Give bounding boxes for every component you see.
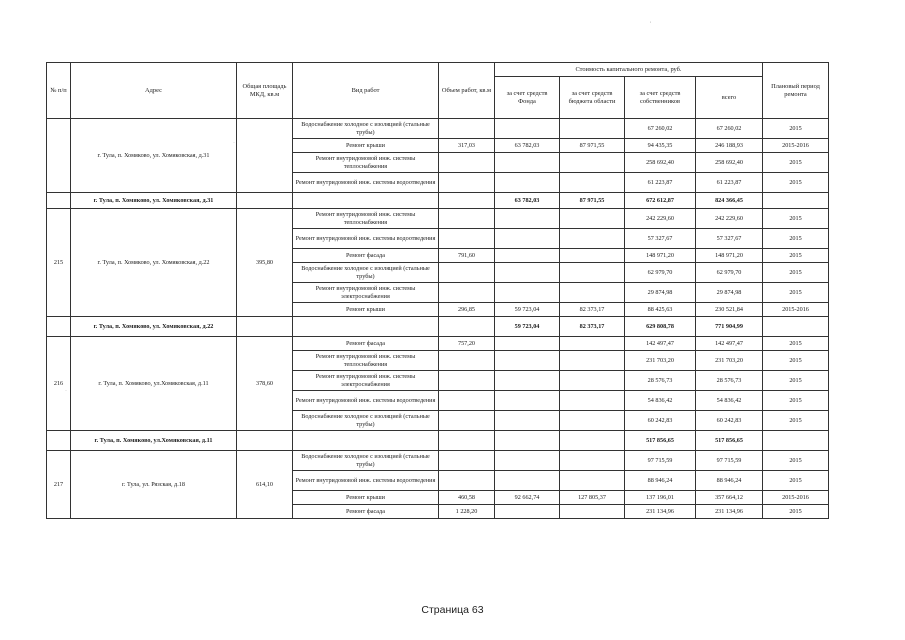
row-area: 378,60: [237, 337, 293, 431]
row-owners: 61 223,87: [625, 173, 696, 193]
row-period: 2015: [763, 471, 829, 491]
row-budget: [560, 249, 625, 263]
row-number: 217: [47, 451, 71, 519]
row-total: 357 664,12: [696, 491, 763, 505]
row-total: 67 260,02: [696, 119, 763, 139]
row-budget: [560, 119, 625, 139]
row-budget: [560, 153, 625, 173]
row-owners: 97 715,59: [625, 451, 696, 471]
row-period: 2015: [763, 249, 829, 263]
subtotal-total: 517 856,65: [696, 431, 763, 451]
header-cost-group: Стоимость капитального ремонта, руб.: [495, 63, 763, 77]
row-period: 2015: [763, 173, 829, 193]
subtotal-fund: [495, 431, 560, 451]
row-owners: 60 242,83: [625, 411, 696, 431]
row-budget: 82 373,17: [560, 303, 625, 317]
subtotal-label: г. Тула, п. Хомяково, ул. Хомяковская, д.22: [71, 317, 237, 337]
row-total: 61 223,87: [696, 173, 763, 193]
row-fund: [495, 283, 560, 303]
row-period: 2015-2016: [763, 139, 829, 153]
table-row: [47, 337, 829, 351]
row-volume: [439, 229, 495, 249]
row-period: 2015: [763, 229, 829, 249]
header-budget: за счет средств бюджета области: [560, 77, 625, 119]
row-total: 54 836,42: [696, 391, 763, 411]
row-total: 28 576,73: [696, 371, 763, 391]
row-volume: [439, 351, 495, 371]
row-fund: [495, 471, 560, 491]
header-total: всего: [696, 77, 763, 119]
row-owners: 28 576,73: [625, 371, 696, 391]
row-work: Ремонт внутридомовой инж. системы водоотведения: [293, 229, 439, 249]
row-owners: 94 435,35: [625, 139, 696, 153]
row-period: 2015: [763, 411, 829, 431]
subtotal-owners: 672 612,87: [625, 193, 696, 209]
row-fund: [495, 451, 560, 471]
row-fund: [495, 391, 560, 411]
row-volume: [439, 471, 495, 491]
row-volume: [439, 391, 495, 411]
header-fund: за счет средств Фонда: [495, 77, 560, 119]
row-budget: [560, 229, 625, 249]
row-budget: [560, 391, 625, 411]
row-budget: [560, 263, 625, 283]
row-budget: [560, 209, 625, 229]
row-fund: [495, 351, 560, 371]
row-fund: 59 723,04: [495, 303, 560, 317]
row-owners: 142 497,47: [625, 337, 696, 351]
row-address: г. Тула, ул. Рязская, д.18: [71, 451, 237, 519]
subtotal-owners: 629 808,78: [625, 317, 696, 337]
row-total: 142 497,47: [696, 337, 763, 351]
row-fund: [495, 173, 560, 193]
row-number: 216: [47, 337, 71, 431]
row-work: Ремонт фасада: [293, 505, 439, 519]
row-owners: 231 134,96: [625, 505, 696, 519]
row-work: Ремонт внутридомовой инж. системы теплоснабжения: [293, 153, 439, 173]
subtotal-row: [47, 193, 829, 209]
row-budget: [560, 411, 625, 431]
row-budget: [560, 173, 625, 193]
row-period: 2015: [763, 371, 829, 391]
page-footer: Страница 63: [421, 604, 484, 616]
scan-mark: ': [650, 22, 652, 28]
row-owners: 29 874,98: [625, 283, 696, 303]
row-work: Ремонт фасада: [293, 249, 439, 263]
subtotal-row: [47, 431, 829, 451]
row-total: 57 327,67: [696, 229, 763, 249]
row-total: 258 692,40: [696, 153, 763, 173]
row-fund: [495, 505, 560, 519]
row-volume: 757,20: [439, 337, 495, 351]
row-budget: [560, 505, 625, 519]
row-budget: [560, 337, 625, 351]
row-period: 2015: [763, 209, 829, 229]
row-volume: 791,60: [439, 249, 495, 263]
row-work: Водоснабжение холодное с изоляцией (стальные трубы): [293, 451, 439, 471]
subtotal-total: 824 366,45: [696, 193, 763, 209]
row-owners: 242 229,60: [625, 209, 696, 229]
row-area: 614,10: [237, 451, 293, 519]
row-owners: 88 425,63: [625, 303, 696, 317]
row-fund: [495, 411, 560, 431]
header-owners: за счет средств собственников: [625, 77, 696, 119]
row-number: [47, 119, 71, 193]
row-budget: [560, 283, 625, 303]
row-volume: [439, 283, 495, 303]
row-period: 2015: [763, 119, 829, 139]
row-owners: 62 979,70: [625, 263, 696, 283]
row-volume: [439, 119, 495, 139]
subtotal-label: г. Тула, п. Хомяково, ул. Хомяковская, д.31: [71, 193, 237, 209]
row-owners: 57 327,67: [625, 229, 696, 249]
row-period: 2015: [763, 337, 829, 351]
row-owners: 137 196,01: [625, 491, 696, 505]
subtotal-owners: 517 856,65: [625, 431, 696, 451]
row-work: Водоснабжение холодное с изоляцией (стальные трубы): [293, 119, 439, 139]
header-no: № п/п: [47, 63, 71, 119]
row-work: Ремонт крыши: [293, 139, 439, 153]
row-owners: 148 971,20: [625, 249, 696, 263]
row-address: г. Тула, п. Хомяково, ул.Хомяковская, д.11: [71, 337, 237, 431]
row-period: 2015: [763, 451, 829, 471]
row-owners: 258 692,40: [625, 153, 696, 173]
row-total: 62 979,70: [696, 263, 763, 283]
row-volume: [439, 263, 495, 283]
row-period: 2015: [763, 351, 829, 371]
row-fund: [495, 337, 560, 351]
header-period: Плановый период ремонта: [763, 63, 829, 119]
row-volume: 317,03: [439, 139, 495, 153]
row-work: Ремонт внутридомовой инж. системы водоотведения: [293, 391, 439, 411]
row-volume: [439, 153, 495, 173]
row-fund: [495, 263, 560, 283]
repair-cost-table: [46, 62, 829, 519]
table-row: [47, 451, 829, 471]
row-total: 60 242,83: [696, 411, 763, 431]
row-total: 231 134,96: [696, 505, 763, 519]
row-work: Ремонт внутридомовой инж. системы электроснабжения: [293, 283, 439, 303]
row-owners: 67 260,02: [625, 119, 696, 139]
row-fund: 92 662,74: [495, 491, 560, 505]
row-fund: 63 782,03: [495, 139, 560, 153]
row-fund: [495, 209, 560, 229]
row-number: 215: [47, 209, 71, 317]
subtotal-budget: [560, 431, 625, 451]
row-owners: 88 946,24: [625, 471, 696, 491]
row-work: Ремонт внутридомовой инж. системы электроснабжения: [293, 371, 439, 391]
table-row: [47, 209, 829, 229]
row-budget: 127 805,37: [560, 491, 625, 505]
subtotal-label: г. Тула, п. Хомяково, ул.Хомяковская, д.11: [71, 431, 237, 451]
row-period: 2015-2016: [763, 303, 829, 317]
subtotal-fund: 59 723,04: [495, 317, 560, 337]
row-budget: [560, 351, 625, 371]
row-period: 2015: [763, 263, 829, 283]
row-budget: [560, 451, 625, 471]
scan-mark: ·: [233, 140, 235, 146]
row-owners: 54 836,42: [625, 391, 696, 411]
row-area: [237, 119, 293, 193]
row-volume: [439, 173, 495, 193]
row-fund: [495, 371, 560, 391]
row-fund: [495, 249, 560, 263]
row-volume: [439, 411, 495, 431]
header-address: Адрес: [71, 63, 237, 119]
row-period: 2015: [763, 391, 829, 411]
row-volume: [439, 371, 495, 391]
row-total: 246 188,93: [696, 139, 763, 153]
row-work: Ремонт внутридомовой инж. системы теплоснабжения: [293, 351, 439, 371]
row-budget: [560, 371, 625, 391]
header-work-type: Вид работ: [293, 63, 439, 119]
row-total: 29 874,98: [696, 283, 763, 303]
row-period: 2015: [763, 505, 829, 519]
row-fund: [495, 119, 560, 139]
row-total: 148 971,20: [696, 249, 763, 263]
row-volume: 1 228,20: [439, 505, 495, 519]
row-total: 97 715,59: [696, 451, 763, 471]
row-work: Ремонт фасада: [293, 337, 439, 351]
row-total: 88 946,24: [696, 471, 763, 491]
subtotal-fund: 63 782,03: [495, 193, 560, 209]
row-budget: 87 971,55: [560, 139, 625, 153]
row-total: 230 521,84: [696, 303, 763, 317]
row-period: 2015: [763, 283, 829, 303]
row-work: Водоснабжение холодное с изоляцией (стальные трубы): [293, 411, 439, 431]
subtotal-row: [47, 317, 829, 337]
row-fund: [495, 153, 560, 173]
row-work: Водоснабжение холодное с изоляцией (стальные трубы): [293, 263, 439, 283]
row-volume: 296,85: [439, 303, 495, 317]
row-work: Ремонт крыши: [293, 303, 439, 317]
row-work: Ремонт внутридомовой инж. системы теплоснабжения: [293, 209, 439, 229]
row-budget: [560, 471, 625, 491]
row-fund: [495, 229, 560, 249]
row-volume: 460,58: [439, 491, 495, 505]
row-volume: [439, 209, 495, 229]
row-address: г. Тула, п. Хомяково, ул. Хомяковская, д.22: [71, 209, 237, 317]
row-owners: 231 703,20: [625, 351, 696, 371]
row-work: Ремонт крыши: [293, 491, 439, 505]
subtotal-budget: 87 971,55: [560, 193, 625, 209]
row-total: 242 229,60: [696, 209, 763, 229]
row-area: 395,80: [237, 209, 293, 317]
subtotal-budget: 82 373,17: [560, 317, 625, 337]
row-work: Ремонт внутридомовой инж. системы водоотведения: [293, 173, 439, 193]
scan-mark: ·: [65, 388, 67, 394]
header-area: Общая площадь МКД, кв.м: [237, 63, 293, 119]
row-work: Ремонт внутридомовой инж. системы водоотведения: [293, 471, 439, 491]
row-volume: [439, 451, 495, 471]
row-period: 2015-2016: [763, 491, 829, 505]
header-volume: Объем работ, кв.м: [439, 63, 495, 119]
row-period: 2015: [763, 153, 829, 173]
row-total: 231 703,20: [696, 351, 763, 371]
table-row: [47, 119, 829, 139]
row-address: г. Тула, п. Хомяково, ул. Хомяковская, д.31: [71, 119, 237, 193]
subtotal-total: 771 904,99: [696, 317, 763, 337]
